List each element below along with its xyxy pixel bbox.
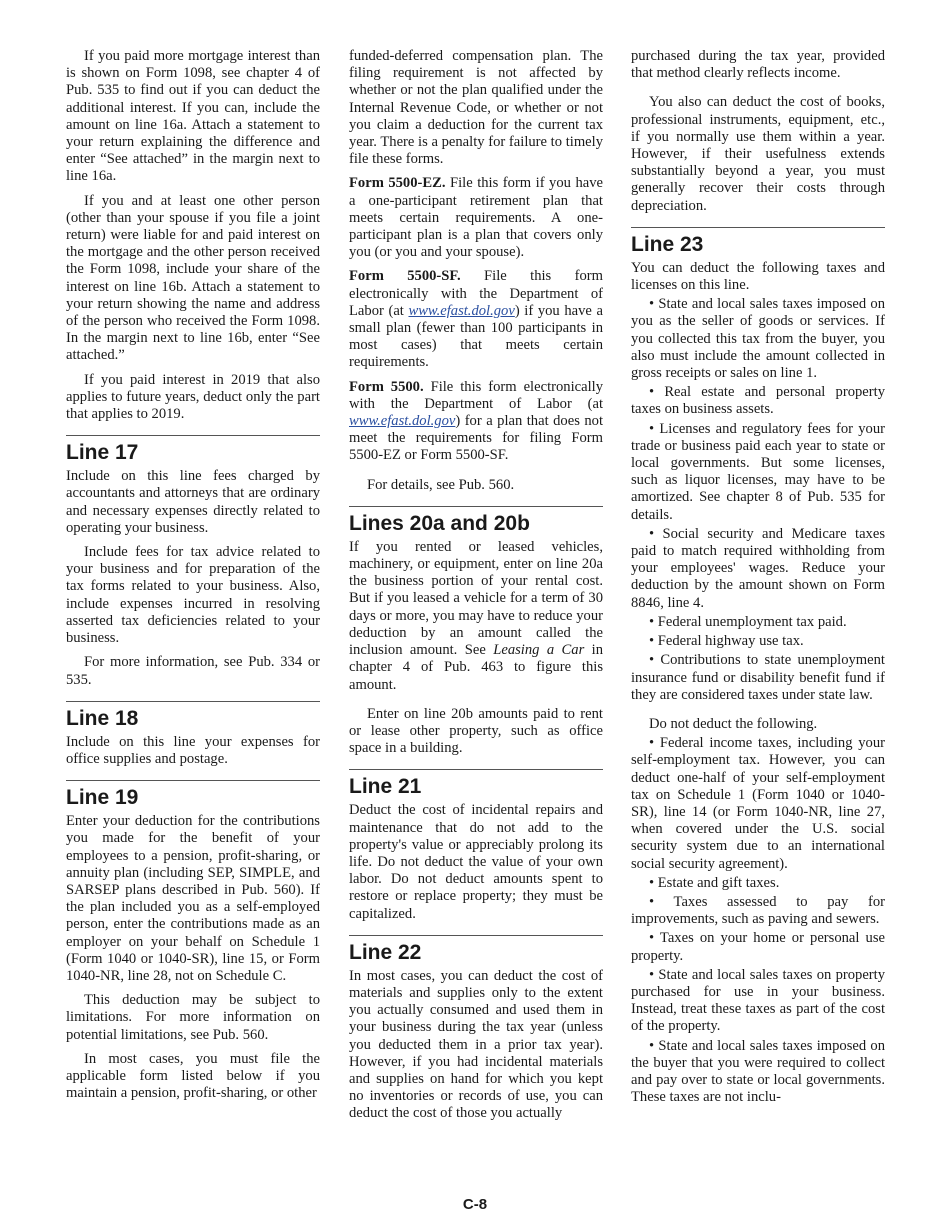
column-3: [631, 48, 885, 1108]
list-item-text: State and local sales taxes on property purchased for use in your business. Instead, treat these taxes as part of the cost of the property.: [631, 966, 886, 1035]
section-lines-20a-20b: [349, 506, 603, 757]
form-name: Form 5500-EZ.: [349, 175, 446, 192]
bullet-icon: [649, 967, 654, 983]
form-text: File this form if you have a one-participant retirement plan that meets certain requirements. A one-participant plan is a plan that covers only you (or you and your spouse).: [349, 175, 603, 261]
form-name: Form 5500.: [349, 378, 424, 395]
section-heading: Line 17: [66, 441, 139, 465]
bullet-icon: [649, 1038, 654, 1054]
bullet-icon: [649, 930, 654, 946]
paragraph: Enter your deduction for the contributions you made for the benefit of your employees to a pension, profit-sharing, or annuity plan (including SEP, SIMPLE, and SARSEP plans described in Pub. 560). If the plan included you as a self-employed person, enter the contributions made as an employer on your behalf on Schedule 1 (Form 1040 or 1040-SR), line 15, or Form 1040-NR, line 28, not on Schedule C.: [66, 813, 320, 984]
form-text: ) for a plan that does not meet the requirements for filing Form 5500-EZ or Form 5500-SF.: [349, 413, 603, 464]
paragraph: Enter on line 20b amounts paid to rent or lease other property, such as office space in a building.: [349, 705, 603, 757]
paragraph: You also can deduct the cost of books, professional instruments, equipment, etc., if you normally use them within a year. However, if their usefulness extends substantially beyond a year, you must generally recover their costs through depreciation.: [631, 94, 885, 214]
italic-reference: Leasing a Car: [493, 642, 585, 659]
paragraph: Deduct the cost of incidental repairs and maintenance that do not add to the property's value or appreciably prolong its life. Do not deduct the value of your own labor. Do not deduct amounts spent to restore or replace property; they must be capitalized.: [349, 802, 603, 922]
column-1: [66, 48, 320, 1109]
bullet-icon: [649, 894, 654, 910]
paragraph: For more information, see Pub. 334 or 535.: [66, 654, 320, 688]
paragraph: purchased during the tax year, provided that method clearly reflects income.: [631, 48, 885, 82]
form-5500-paragraph: [349, 379, 603, 465]
list-item: [631, 384, 885, 418]
text-run: in chapter 4 of Pub. 463 to figure this amount.: [349, 642, 604, 693]
list-item-text: Contributions to state unemployment insurance fund or disability benefit fund if they are considered taxes under state law.: [631, 652, 885, 703]
form-text: File this form electronically with the Department of Labor (at: [349, 268, 603, 319]
list-item-text: State and local sales taxes imposed on the buyer that you were required to collect and pay over to state or local governments. These taxes are not inclu-: [631, 1037, 886, 1106]
section-heading: Line 23: [631, 232, 704, 256]
bullet-icon: [649, 296, 654, 312]
section-line-23: [631, 227, 885, 1107]
list-item: [631, 875, 885, 892]
paragraph: For details, see Pub. 560.: [367, 476, 515, 493]
non-deductible-taxes-list: [631, 735, 885, 1106]
list-item: [631, 421, 885, 524]
list-item-text: Federal highway use tax.: [657, 633, 804, 650]
bullet-icon: [649, 384, 654, 400]
bullet-icon: [649, 652, 654, 668]
column-2: [349, 48, 603, 1130]
bullet-icon: [649, 735, 654, 751]
paragraph: If you paid more mortgage interest than is shown on Form 1098, see chapter 4 of Pub. 535 to find out if you can deduct the additional interest. If you can, include the amount on line 16a. Attach a statement to your return explaining the difference and enter “See attached” in the margin next to line 16a.: [66, 48, 320, 185]
deductible-taxes-list: [631, 296, 885, 704]
list-item: [631, 633, 885, 650]
section-line-22: [349, 935, 603, 1123]
section-line-17: [66, 435, 320, 688]
paragraph: funded-deferred compensation plan. The filing requirement is not affected by whether or not the plan qualified under the Internal Revenue Code, or whether or not you claim a deduction for the current tax year. There is a penalty for failure to timely file these forms.: [349, 48, 603, 168]
paragraph: Do not deduct the following.: [649, 715, 818, 732]
list-item: [631, 735, 885, 873]
bullet-icon: [649, 614, 654, 630]
paragraph: Include on this line your expenses for office supplies and postage.: [66, 733, 320, 767]
list-item: [631, 1038, 885, 1107]
section-heading: Line 21: [349, 775, 422, 799]
list-item: [631, 526, 885, 612]
bullet-icon: [649, 633, 654, 649]
efast-link[interactable]: www.efast.dol.gov: [408, 302, 515, 319]
form-name: Form 5500-SF.: [349, 268, 461, 285]
list-item-text: Taxes assessed to pay for improvements, such as paving and sewers.: [631, 893, 886, 928]
paragraph: Include fees for tax advice related to your business and for preparation of the tax forms related to your business. Also, include expenses incurred in resolving asserted tax deficiencies related to your business.: [66, 544, 320, 647]
list-item: [631, 930, 885, 964]
list-item-text: Social security and Medicare taxes paid to match required withholding from your employees' wages. Reduce your deduction by the amount shown on Form 8846, line 4.: [631, 525, 886, 611]
list-item: [631, 894, 885, 928]
bullet-icon: [649, 526, 654, 542]
efast-link[interactable]: www.efast.dol.gov: [349, 413, 456, 430]
paragraph: This deduction may be subject to limitations. For more information on potential limitations, see Pub. 560.: [66, 992, 320, 1043]
section-line-21: [349, 769, 603, 922]
text-run: If you rented or leased vehicles, machinery, or equipment, enter on line 20a the business portion of your rental cost. But if you leased a vehicle for a term of 30 days or more, you may have to reduce your deduction by an amount called the inclusion amount. See: [349, 538, 603, 659]
paragraph: In most cases, you can deduct the cost of materials and supplies only to the extent you actually consumed and used them in your business during the tax year (unless you deducted them in a prior tax year). However, if you had incidental materials and supplies on hand for which you kept no inventories or records of use, you can deduct the cost of those you actually: [349, 967, 603, 1122]
list-item-text: Federal unemployment tax paid.: [657, 613, 847, 630]
bullet-icon: [649, 875, 654, 891]
form-5500-ez-paragraph: [349, 175, 603, 261]
section-heading: Line 22: [349, 940, 422, 964]
list-item: [631, 614, 885, 631]
section-line-18: [66, 701, 320, 768]
section-heading: Lines 20a and 20b: [349, 511, 530, 535]
list-item-text: Real estate and personal property taxes on business assets.: [631, 384, 885, 418]
paragraph: In most cases, you must file the applicable form listed below if you maintain a pension, profit-sharing, or other: [66, 1050, 320, 1102]
list-item: [631, 296, 885, 382]
page-number: C-8: [462, 1196, 488, 1213]
list-item-text: State and local sales taxes imposed on you as the seller of goods or services. If you collected this tax from the buyer, you also must include the amount collected in gross receipts or sales on line 1.: [631, 296, 886, 382]
bullet-icon: [649, 421, 654, 437]
form-text: File this form electronically with the Department of Labor (at: [349, 378, 603, 412]
list-item: [631, 652, 885, 704]
list-item: [631, 967, 885, 1036]
section-heading: Line 18: [66, 706, 139, 730]
section-heading: Line 19: [66, 786, 139, 810]
form-text: ) if you have a small plan (fewer than 100 participants in most cases) that meets certain requirements.: [349, 302, 603, 371]
list-item-text: Estate and gift taxes.: [657, 874, 780, 891]
form-5500-sf-paragraph: [349, 268, 603, 371]
paragraph: If you and at least one other person (other than your spouse if you file a joint return) were liable for and paid interest on the mortgage and the other person received the Form 1098, include your share of the interest on line 16b. Attach a statement to your return showing the name and address of the person who received the Form 1098. In the margin next to line 16b, enter “See attached.”: [66, 192, 320, 364]
paragraph: [349, 539, 603, 694]
paragraph: If you paid interest in 2019 that also applies to future years, deduct only the part that applies to 2019.: [66, 371, 320, 423]
paragraph: You can deduct the following taxes and licenses on this line.: [631, 259, 885, 294]
list-item-text: Licenses and regulatory fees for your trade or business paid each year to state or local governments. But some licenses, such as liquor licenses, may have to be amortized. See chapter 8 of Pub. 535 for details.: [631, 420, 885, 523]
paragraph: Include on this line fees charged by accountants and attorneys that are ordinary and necessary expenses directly related to operating your business.: [66, 468, 320, 536]
list-item-text: Federal income taxes, including your self-employment tax. However, you can deduct one-half of your self-employment tax on Schedule 1 (Form 1040 or 1040-SR), line 14 (or Form 1040-NR, line 27, when covered under the U.S. social security system due to an international social security agreement).: [631, 735, 885, 872]
list-item-text: Taxes on your home or personal use property.: [631, 930, 885, 964]
section-line-19: [66, 780, 320, 1102]
